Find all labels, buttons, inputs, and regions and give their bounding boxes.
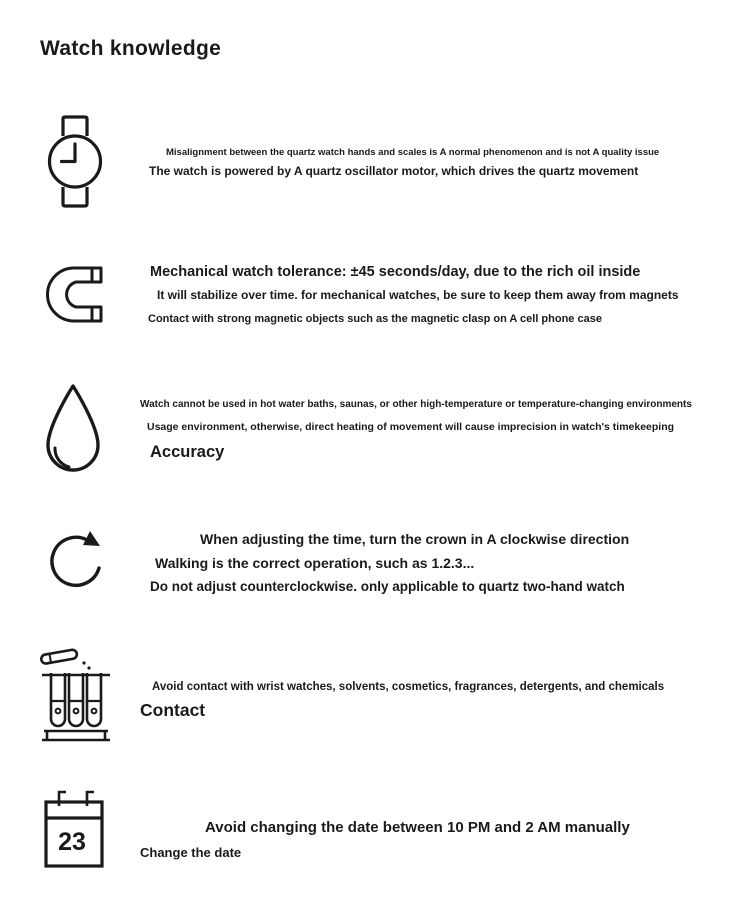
change-date-heading: Change the date: [140, 845, 242, 860]
calendar-icon: [42, 788, 106, 872]
counterclockwise-warning-text: Do not adjust counterclockwise. only applicable to quartz two-hand watch: [150, 579, 625, 594]
tolerance-headline: Mechanical watch tolerance: ±45 seconds/day, due to the rich oil inside: [150, 264, 641, 280]
usage-environment-text: Usage environment, otherwise, direct heating of movement will cause imprecision in watch's timekeeping: [147, 421, 675, 433]
water-drop-icon: [42, 382, 104, 478]
quartz-misalignment-note: Misalignment between the quartz watch hands and scales is A normal phenomenon and is not A quality issue: [166, 147, 660, 158]
walking-operation-text: Walking is the correct operation, such as 1.2.3...: [155, 555, 475, 571]
quartz-motor-text: The watch is powered by A quartz oscillator motor, which drives the quartz movement: [149, 164, 639, 178]
magnet-warning-text: It will stabilize over time. for mechanical watches, be sure to keep them away from magnets: [157, 288, 679, 302]
wristwatch-icon: [45, 113, 105, 210]
hot-water-note: Watch cannot be used in hot water baths, saunas, or other high-temperature or temperature-changing environments: [140, 399, 692, 410]
clockwise-arrow-icon: [44, 518, 106, 596]
contact-heading: Contact: [140, 700, 206, 720]
accuracy-heading: Accuracy: [150, 443, 225, 461]
magnet-icon: [45, 262, 105, 329]
date-change-warning-text: Avoid changing the date between 10 PM and 2 AM manually: [205, 819, 630, 836]
calendar-day: 23: [58, 828, 86, 856]
chemicals-warning-text: Avoid contact with wrist watches, solvents, cosmetics, fragrances, detergents, and chemicals: [152, 681, 665, 693]
test-tubes-icon: [40, 643, 112, 745]
page-title: Watch knowledge: [40, 37, 222, 60]
crown-clockwise-text: When adjusting the time, turn the crown in A clockwise direction: [200, 531, 630, 547]
magnet-contact-note: Contact with strong magnetic objects such as the magnetic clasp on A cell phone case: [148, 313, 602, 325]
